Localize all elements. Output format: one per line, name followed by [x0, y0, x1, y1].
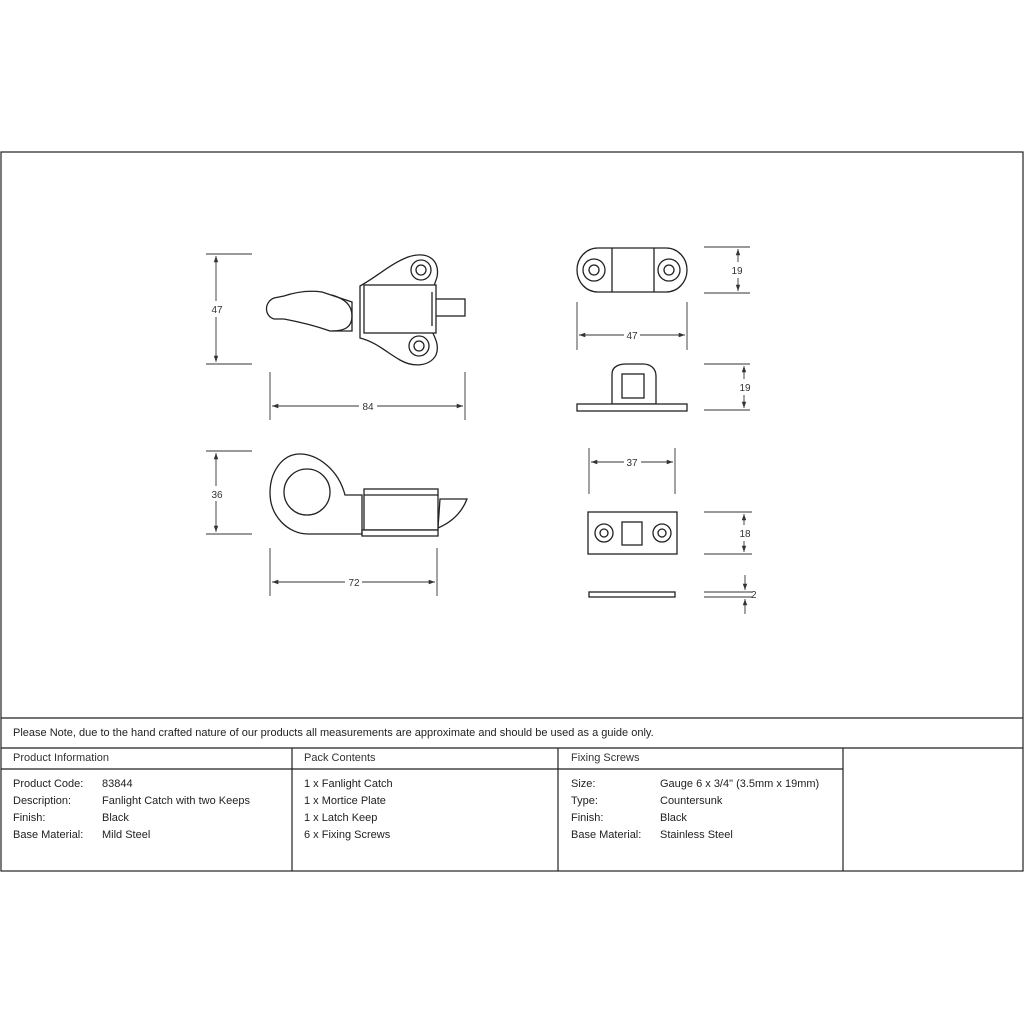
- dim-catch-height: 47: [211, 305, 223, 316]
- screw-size-value: Gauge 6 x 3/4" (3.5mm x 19mm): [660, 778, 820, 790]
- dim-side-width: 72: [348, 578, 360, 589]
- product-code-label: Product Code:: [13, 778, 84, 790]
- screw-type-label: Type:: [571, 795, 598, 807]
- screw-material-label: Base Material:: [571, 829, 642, 841]
- latch-keep-front: [588, 512, 677, 554]
- pack-item: 6 x Fixing Screws: [304, 829, 391, 841]
- screw-finish-label: Finish:: [571, 812, 604, 824]
- pack-item: 1 x Mortice Plate: [304, 795, 386, 807]
- finish-label: Finish:: [13, 812, 46, 824]
- screw-material-value: Stainless Steel: [660, 829, 733, 841]
- pack-item: 1 x Fanlight Catch: [304, 778, 393, 790]
- dim-mortice-width: 47: [626, 331, 638, 342]
- base-material-value: Mild Steel: [102, 829, 151, 841]
- dim-keep-width: 37: [626, 458, 638, 469]
- screw-type-value: Countersunk: [660, 795, 723, 807]
- catch-side-view: [270, 454, 467, 536]
- fixing-screws-heading: Fixing Screws: [571, 752, 640, 764]
- dim-catch-width: 84: [362, 402, 374, 413]
- mortice-plate-top: [577, 248, 687, 292]
- pack-item: 1 x Latch Keep: [304, 812, 378, 824]
- mortice-plate-side: [577, 364, 687, 411]
- product-info-heading: Product Information: [13, 752, 109, 764]
- product-code-value: 83844: [102, 778, 133, 790]
- dim-keep-thickness: 2: [751, 590, 757, 601]
- screw-finish-value: Black: [660, 812, 687, 824]
- measurement-note: Please Note, due to the hand crafted nature of our products all measurements are approximate and should be used as a guide only.: [13, 727, 654, 739]
- sheet-frame: [1, 152, 1023, 871]
- dim-mortice-height: 19: [731, 266, 743, 277]
- description-value: Fanlight Catch with two Keeps: [102, 795, 250, 807]
- dim-side-height: 36: [211, 490, 223, 501]
- pack-contents-heading: Pack Contents: [304, 752, 376, 764]
- finish-value: Black: [102, 812, 129, 824]
- latch-keep-edge: [589, 592, 675, 597]
- dim-keep-height: 18: [739, 529, 751, 540]
- catch-front-view: [267, 255, 466, 365]
- description-label: Description:: [13, 795, 72, 807]
- dim-mortice-side-height: 19: [739, 383, 751, 394]
- screw-size-label: Size:: [571, 778, 596, 790]
- base-material-label: Base Material:: [13, 829, 84, 841]
